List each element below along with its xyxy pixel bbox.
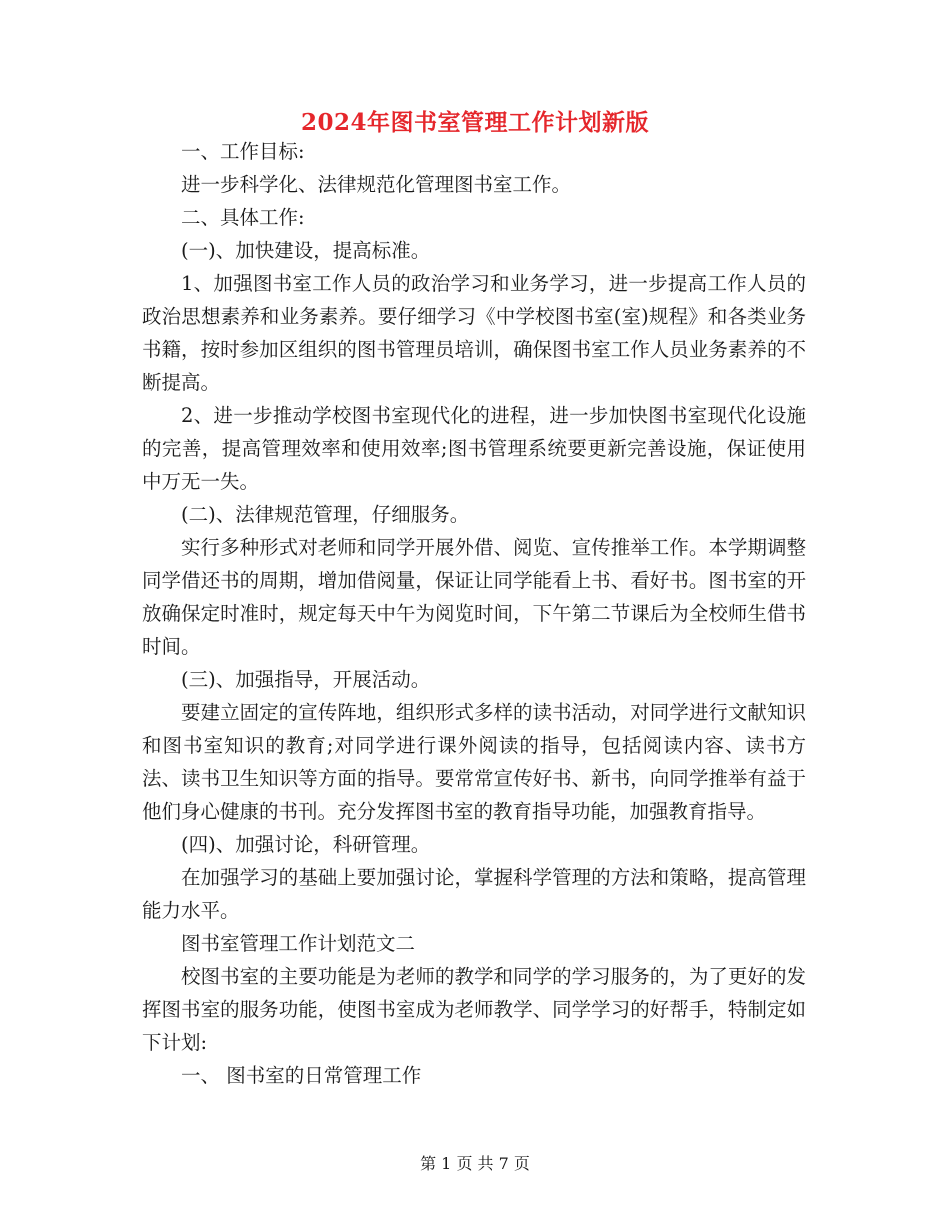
paragraph-tasks-heading: 二、具体工作: [181, 206, 305, 229]
paragraph-section-2-text: 实行多种形式对老师和同学开展外借、阅览、宣传推举工作。本学期调整同学借还书的周期，增加借阅量，保证让同学能看上书、看好书。图书室的开放确保定时准时，规定每天中午为阅览时间，下午第二节课后为全校师生借书时间。 [142, 536, 806, 658]
paragraph-goal-text: 进一步科学化、法律规范化管理图书室工作。 [181, 173, 572, 196]
paragraph-daily-management-heading: 一、 图书室的日常管理工作 [181, 1064, 422, 1087]
paragraph-sample-2-intro: 校图书室的主要功能是为老师的教学和同学的学习服务的，为了更好的发挥图书室的服务功能，使图书室成为老师教学、同学学习的好帮手，特制定如下计划: [142, 965, 806, 1054]
paragraph-section-3-heading: (三)、加强指导，开展活动。 [181, 668, 431, 691]
paragraph-section-2-heading: (二)、法律规范管理，仔细服务。 [181, 503, 470, 526]
paragraph-section-4-text: 在加强学习的基础上要加强讨论，掌握科学管理的方法和策略，提高管理能力水平。 [142, 866, 806, 922]
document-title: 2024年图书室管理工作计划新版 [300, 109, 649, 136]
paragraph-section-4-heading: (四)、加强讨论，科研管理。 [181, 833, 431, 856]
paragraph-section-1-item-1: 1、加强图书室工作人员的政治学习和业务学习，进一步提高工作人员的政治思想素养和业务素养。要仔细学习《中学校图书室(室)规程》和各类业务书籍，按时参加区组织的图书管理员培训，确保图书室工作人员业务素养的不断提高。 [142, 272, 806, 394]
paragraph-section-1-heading: (一)、加快建设，提高标准。 [181, 239, 431, 262]
page-number-footer: 第 1 页 共 7 页 [420, 1154, 530, 1173]
document-body [142, 135, 806, 1092]
paragraph-goal-heading: 一、工作目标: [181, 140, 305, 163]
paragraph-section-3-text: 要建立固定的宣传阵地，组织形式多样的读书活动，对同学进行文献知识和图书室知识的教育;对同学进行课外阅读的指导，包括阅读内容、读书方法、读书卫生知识等方面的指导。要常常宣传好书、新书，向同学推举有益于他们身心健康的书刊。充分发挥图书室的教育指导功能，加强教育指导。 [142, 701, 806, 823]
paragraph-sample-2-title: 图书室管理工作计划范文二 [181, 932, 416, 955]
paragraph-section-1-item-2: 2、进一步推动学校图书室现代化的进程，进一步加快图书室现代化设施的完善，提高管理效率和使用效率;图书管理系统要更新完善设施，保证使用中万无一失。 [142, 404, 806, 493]
